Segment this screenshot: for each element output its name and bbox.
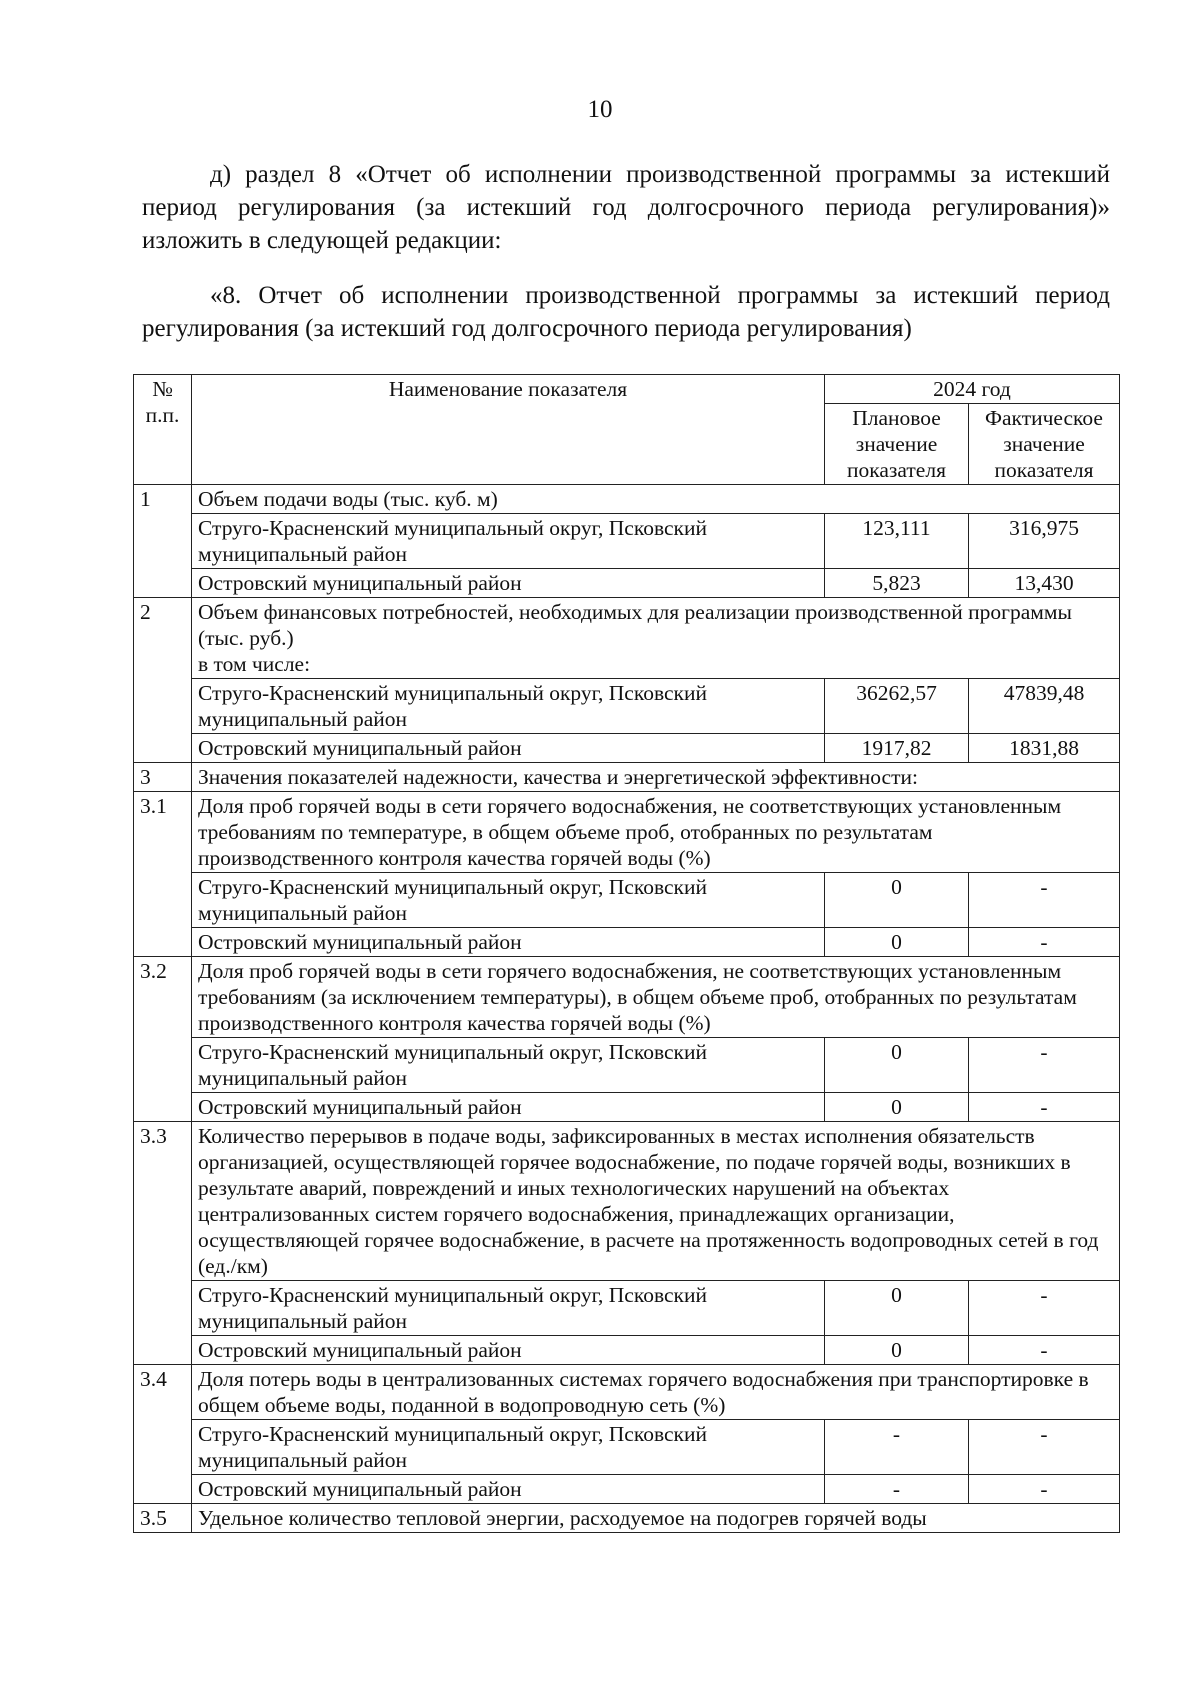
plan-value: 0 (825, 873, 969, 928)
header-fact: Фактическое значение показателя (969, 404, 1120, 485)
plan-value: 0 (825, 1336, 969, 1365)
row-number: 3.3 (134, 1122, 192, 1365)
page-number: 10 (587, 96, 613, 123)
district-name: Островский муниципальный район (192, 928, 825, 957)
district-name: Островский муниципальный район (192, 569, 825, 598)
row-number: 2 (134, 598, 192, 763)
table-row (134, 1281, 1120, 1336)
header-plan: Плановое значение показателя (825, 404, 969, 485)
section-title (192, 792, 1120, 873)
plan-value: - (825, 1475, 969, 1504)
district-name: Струго-Красненский муниципальный округ, Псковский муниципальный район (192, 873, 825, 928)
plan-value: 1917,82 (825, 734, 969, 763)
district-name: Струго-Красненский муниципальный округ, Псковский муниципальный район (192, 514, 825, 569)
fact-value: 13,430 (969, 569, 1120, 598)
plan-value: 0 (825, 1038, 969, 1093)
fact-value: 1831,88 (969, 734, 1120, 763)
table-row (134, 957, 1120, 1038)
section-title (192, 957, 1120, 1038)
header-num: № п.п. (134, 375, 192, 485)
table-row (134, 569, 1120, 598)
fact-value: - (969, 1038, 1120, 1093)
table-row (134, 792, 1120, 873)
report-table (133, 374, 1120, 1533)
table-row (134, 1365, 1120, 1420)
fact-value: - (969, 1281, 1120, 1336)
table-row (134, 734, 1120, 763)
plan-value: 0 (825, 928, 969, 957)
section-text: Объем финансовых потребностей, необходимых для реализации производственной программы (тыс. руб.) (198, 600, 1072, 650)
table-row (134, 1093, 1120, 1122)
table-row (134, 598, 1120, 679)
district-name: Островский муниципальный район (192, 734, 825, 763)
section-text: Доля потерь воды в централизованных системах горячего водоснабжения при транспортировке в общем объеме воды, поданной в водопроводную сеть (%) (198, 1367, 1089, 1417)
table-row (134, 928, 1120, 957)
section-text: Количество перерывов в подаче воды, зафиксированных в местах исполнения обязательств организацией, осуществляющей горячее водоснабжение, по подаче горячей воды, возникших в результате аварий, повреждений и иных технологических нарушений на объектах централизованных систем горячего водоснабжения, принадлежащих организации, осуществляющей горячее водоснабжение, в расчете на протяженность водопроводных сетей в год (ед./км) (198, 1124, 1099, 1278)
table-body (134, 485, 1120, 1533)
fact-value: - (969, 1336, 1120, 1365)
table-row (134, 485, 1120, 514)
fact-value: - (969, 1475, 1120, 1504)
row-number: 3.4 (134, 1365, 192, 1504)
fact-value: 316,975 (969, 514, 1120, 569)
fact-value: - (969, 1093, 1120, 1122)
table-row (134, 1038, 1120, 1093)
table-row (134, 1336, 1120, 1365)
section-title (192, 1122, 1120, 1281)
table-row (134, 763, 1120, 792)
district-name: Островский муниципальный район (192, 1336, 825, 1365)
row-number: 3.5 (134, 1504, 192, 1533)
section-text: Значения показателей надежности, качества и энергетической эффективности: (198, 765, 918, 789)
section-title (192, 763, 1120, 792)
section-text: Доля проб горячей воды в сети горячего водоснабжения, не соответствующих установленным требованиям по температуре, в общем объеме проб, отобранных по результатам производственного контроля качества горячей воды (%) (198, 794, 1062, 870)
plan-value: 36262,57 (825, 679, 969, 734)
row-number: 3.2 (134, 957, 192, 1122)
district-name: Струго-Красненский муниципальный округ, Псковский муниципальный район (192, 679, 825, 734)
fact-value: - (969, 1420, 1120, 1475)
fact-value: 47839,48 (969, 679, 1120, 734)
plan-value: - (825, 1420, 969, 1475)
section-heading: «8. Отчет об исполнении производственной программы за истекший период регулирования (за истекший год долгосрочного периода регулирования) (142, 282, 1110, 342)
row-number: 3.1 (134, 792, 192, 957)
table-row (134, 679, 1120, 734)
table-row (134, 1420, 1120, 1475)
section-title (192, 485, 1120, 514)
district-name: Островский муниципальный район (192, 1475, 825, 1504)
fact-value: - (969, 928, 1120, 957)
row-number: 3 (134, 763, 192, 792)
table-row (134, 514, 1120, 569)
section-text: Доля проб горячей воды в сети горячего водоснабжения, не соответствующих установленным требованиям (за исключением температуры), в общем объеме проб, отобранных по результатам производственного контроля качества горячей воды (%) (198, 959, 1077, 1035)
section-text: Объем подачи воды (тыс. куб. м) (198, 487, 498, 511)
fact-value: - (969, 873, 1120, 928)
intro-paragraph: д) раздел 8 «Отчет об исполнении производственной программы за истекший период регулирования (за истекший год долгосрочного периода регулирования)» изложить в следующей редакции: (142, 161, 1110, 254)
header-row-1 (134, 375, 1120, 404)
district-name: Островский муниципальный район (192, 1093, 825, 1122)
table-row (134, 1475, 1120, 1504)
district-name: Струго-Красненский муниципальный округ, Псковский муниципальный район (192, 1281, 825, 1336)
table-row (134, 1122, 1120, 1281)
header-year: 2024 год (825, 375, 1120, 404)
table-header (134, 375, 1120, 485)
section-title (192, 598, 1120, 679)
row-number: 1 (134, 485, 192, 598)
section-text: Удельное количество тепловой энергии, расходуемое на подогрев горячей воды (198, 1506, 927, 1530)
district-name: Струго-Красненский муниципальный округ, Псковский муниципальный район (192, 1038, 825, 1093)
plan-value: 5,823 (825, 569, 969, 598)
section-title (192, 1504, 1120, 1533)
plan-value: 0 (825, 1093, 969, 1122)
section-title (192, 1365, 1120, 1420)
section-extra-text: в том числе: (198, 652, 311, 676)
plan-value: 0 (825, 1281, 969, 1336)
header-name: Наименование показателя (192, 375, 825, 485)
plan-value: 123,111 (825, 514, 969, 569)
table-row (134, 1504, 1120, 1533)
district-name: Струго-Красненский муниципальный округ, Псковский муниципальный район (192, 1420, 825, 1475)
table-row (134, 873, 1120, 928)
